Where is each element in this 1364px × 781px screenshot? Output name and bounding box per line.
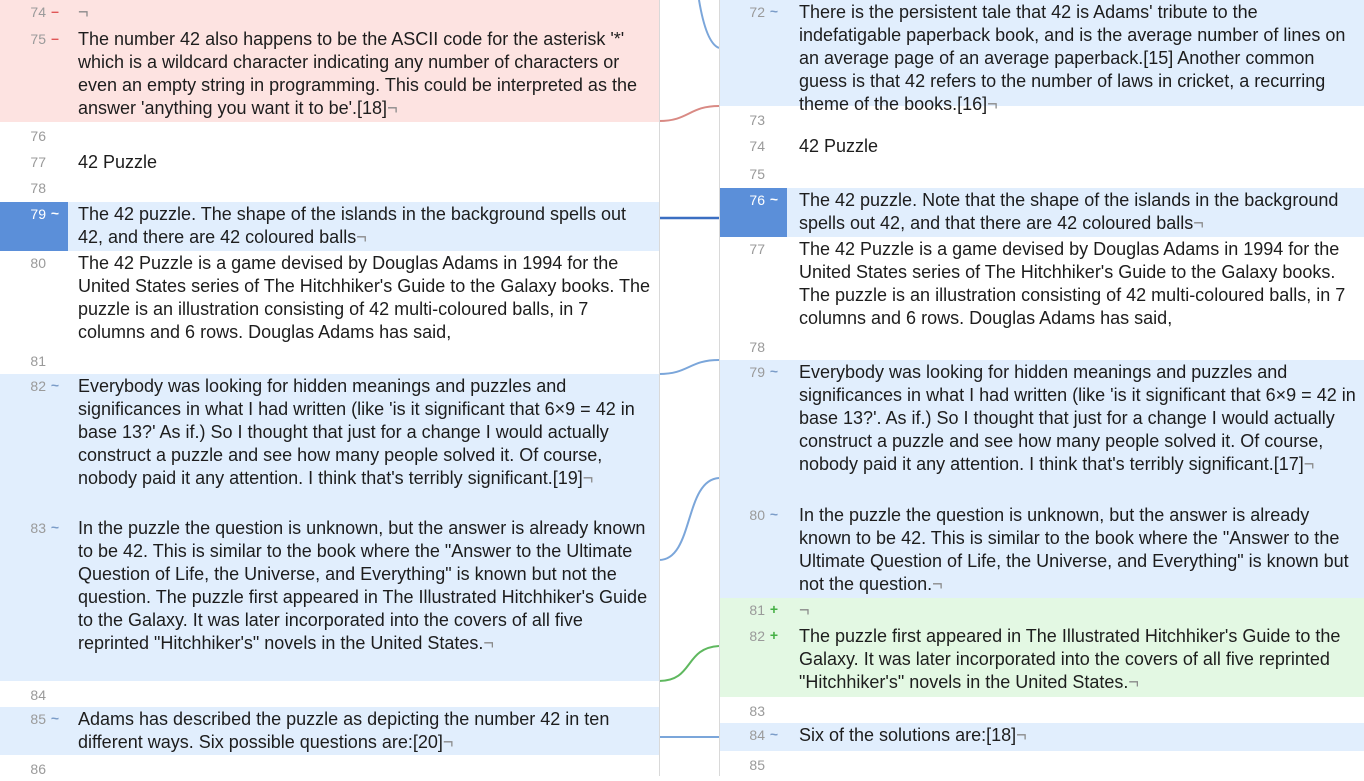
line-text[interactable]: The 42 Puzzle is a game devised by Douglas Adams in 1994 for the United States series of The Hitchhiker's Guide to the Galaxy books. The puzzle is an illustration consisting of 42 multi-coloured balls, in 7 columns and 6 rows. Douglas Adams has said, <box>78 253 651 342</box>
diff-line-82[interactable] <box>0 374 659 516</box>
line-number: 85 <box>30 711 46 727</box>
changed-marker: ~ <box>769 506 779 522</box>
changed-marker: ~ <box>50 377 60 393</box>
line-number: 77 <box>30 154 46 170</box>
changed-marker: ~ <box>769 3 779 19</box>
line-end-marker: ¬ <box>799 600 810 620</box>
diff-line-83[interactable] <box>0 516 659 681</box>
diff-line-74[interactable] <box>719 134 1364 160</box>
change-connector-72 <box>699 0 719 48</box>
right-diff-pane[interactable] <box>719 0 1364 776</box>
addition-connector <box>659 646 719 681</box>
diff-line-75[interactable] <box>0 27 659 122</box>
change-connector-82-79 <box>659 360 719 374</box>
line-number: 80 <box>30 255 46 271</box>
line-end-marker: ¬ <box>78 2 89 22</box>
line-text[interactable]: The number 42 also happens to be the ASCII code for the asterisk '*' which is a wildcard character indicating any number of characters or even an empty string in programming. This could be interpreted as the answer 'anything you want it to be'.[18]¬ <box>78 29 637 118</box>
changed-marker: ~ <box>50 205 60 221</box>
line-text[interactable]: The puzzle first appeared in The Illustrated Hitchhiker's Guide to the Galaxy. It was later incorporated into the covers of all five reprinted "Hitchhiker's" novels in the United States.¬ <box>799 626 1341 692</box>
diff-line-81[interactable] <box>719 598 1364 624</box>
line-number: 73 <box>749 112 765 128</box>
line-number: 84 <box>30 687 46 703</box>
added-marker: + <box>769 601 779 617</box>
diff-line-72[interactable] <box>719 0 1364 114</box>
line-number: 86 <box>30 761 46 776</box>
line-end-marker: ¬ <box>987 94 998 114</box>
line-number: 77 <box>749 241 765 257</box>
left-diff-pane[interactable] <box>0 0 659 776</box>
line-number: 79 <box>30 206 46 222</box>
line-text[interactable]: Everybody was looking for hidden meanings and puzzles and significances in what I had written (like 'is it significant that 6×9 = 42 in base 13?' As if.) So I thought that just for a change I would actually construct a puzzle and see how many people solved it. Of course, nobody paid it any attention. I think that's terribly significant.[19]¬ <box>78 376 635 488</box>
line-text[interactable]: 42 Puzzle <box>78 152 158 172</box>
line-number: 72 <box>749 4 765 20</box>
changed-marker: ~ <box>50 519 60 535</box>
line-text[interactable]: Adams has described the puzzle as depicting the number 42 in ten different ways. Six possible questions are:[20]¬ <box>78 709 610 752</box>
diff-line-84[interactable] <box>0 681 659 707</box>
changed-marker: ~ <box>50 710 60 726</box>
diff-line-83[interactable] <box>719 697 1364 723</box>
diff-line-77[interactable] <box>0 150 659 174</box>
line-number: 82 <box>30 378 46 394</box>
line-number: 76 <box>30 128 46 144</box>
line-number: 78 <box>30 180 46 196</box>
diff-line-78[interactable] <box>719 333 1364 360</box>
diff-line-82[interactable] <box>719 624 1364 697</box>
diff-line-78[interactable] <box>0 174 659 202</box>
diff-line-77[interactable] <box>719 237 1364 333</box>
line-number: 75 <box>749 166 765 182</box>
line-number: 74 <box>749 138 765 154</box>
line-number: 74 <box>30 4 46 20</box>
line-number: 83 <box>30 520 46 536</box>
diff-line-79[interactable] <box>719 360 1364 503</box>
deleted-marker: – <box>51 30 59 46</box>
line-end-marker: ¬ <box>932 574 943 594</box>
right-pane-edge <box>719 0 720 776</box>
line-number: 80 <box>749 507 765 523</box>
diff-line-76[interactable] <box>0 122 659 150</box>
line-number: 85 <box>749 757 765 773</box>
changed-marker: ~ <box>769 191 779 207</box>
line-end-marker: ¬ <box>387 98 398 118</box>
diff-line-80[interactable] <box>719 503 1364 598</box>
diff-line-76[interactable] <box>719 188 1364 237</box>
deleted-marker: – <box>51 3 59 19</box>
line-text[interactable] <box>78 1 651 24</box>
line-number: 76 <box>749 192 765 208</box>
line-text[interactable] <box>799 599 1356 622</box>
line-text[interactable]: The 42 puzzle. The shape of the islands in the background spells out 42, and there are 42 coloured balls¬ <box>78 204 627 247</box>
added-marker: + <box>769 627 779 643</box>
line-text[interactable]: In the puzzle the question is unknown, but the answer is already known to be 42. This is similar to the book where the "Answer to the Ultimate Question of Life, the Universe, and Everything" is known but not the question.¬ <box>799 505 1349 594</box>
line-number: 84 <box>749 727 765 743</box>
diff-connector-lines <box>659 0 719 776</box>
changed-marker: ~ <box>769 726 779 742</box>
diff-line-80[interactable] <box>0 251 659 347</box>
line-text[interactable]: In the puzzle the question is unknown, but the answer is already known to be 42. This is similar to the book where the "Answer to the Ultimate Question of Life, the Universe, and Everything" is known but not the question. The puzzle first appeared in The Illustrated Hitchhiker's Guide to the Galaxy. It was later incorporated into the covers of all five reprinted "Hitchhiker's" novels in the United States.¬ <box>78 518 648 653</box>
line-end-marker: ¬ <box>1303 454 1315 474</box>
line-end-marker: ¬ <box>442 732 454 752</box>
diff-line-79[interactable] <box>0 202 659 251</box>
line-end-marker: ¬ <box>582 468 594 488</box>
line-number: 81 <box>749 602 765 618</box>
diff-line-75[interactable] <box>719 160 1364 188</box>
line-text[interactable]: The 42 puzzle. Note that the shape of the islands in the background spells out 42, and that there are 42 coloured balls¬ <box>799 190 1339 233</box>
diff-line-86[interactable] <box>0 755 659 776</box>
diff-line-85[interactable] <box>0 707 659 755</box>
line-text[interactable]: Six of the solutions are:[18]¬ <box>799 725 1027 745</box>
line-end-marker: ¬ <box>1128 672 1139 692</box>
line-end-marker: ¬ <box>1016 725 1027 745</box>
line-number: 79 <box>749 364 765 380</box>
line-number: 83 <box>749 703 765 719</box>
line-number: 82 <box>749 628 765 644</box>
line-text[interactable]: There is the persistent tale that 42 is Adams' tribute to the indefatigable paperback book, and is the average number of lines on an average page of an average paperback.[15] Another common guess is that 42 refers to the number of laws in cricket, a recurring theme of the books.[16]¬ <box>799 2 1346 114</box>
deletion-connector <box>659 106 719 121</box>
diff-line-85[interactable] <box>719 751 1364 776</box>
line-text[interactable]: Everybody was looking for hidden meanings and puzzles and significances in what I had written (like 'is it significant that 6×9 = 42 in base 13?'. As if.) So I thought that just for a change I would actually construct a puzzle and see how many people solved it. Of course, nobody paid it any attention. I think that's terribly significant.[17]¬ <box>799 362 1356 474</box>
line-number: 75 <box>30 31 46 47</box>
line-text[interactable]: The 42 Puzzle is a game devised by Douglas Adams in 1994 for the United States series of The Hitchhiker's Guide to the Galaxy books. The puzzle is an illustration consisting of 42 multi-coloured balls, in 7 columns and 6 rows. Douglas Adams has said, <box>799 239 1346 328</box>
line-end-marker: ¬ <box>356 227 367 247</box>
diff-line-81[interactable] <box>0 347 659 374</box>
diff-line-84[interactable] <box>719 723 1364 751</box>
diff-line-74[interactable] <box>0 0 659 27</box>
diff-connector-gutter <box>659 0 719 776</box>
change-connector-83-80 <box>659 478 719 560</box>
line-number: 81 <box>30 353 46 369</box>
line-end-marker: ¬ <box>483 633 494 653</box>
changed-marker: ~ <box>769 363 779 379</box>
diff-line-73[interactable] <box>719 106 1364 134</box>
line-text[interactable]: 42 Puzzle <box>799 136 879 156</box>
line-number: 78 <box>749 339 765 355</box>
line-end-marker: ¬ <box>1193 213 1204 233</box>
left-pane-edge <box>659 0 660 776</box>
